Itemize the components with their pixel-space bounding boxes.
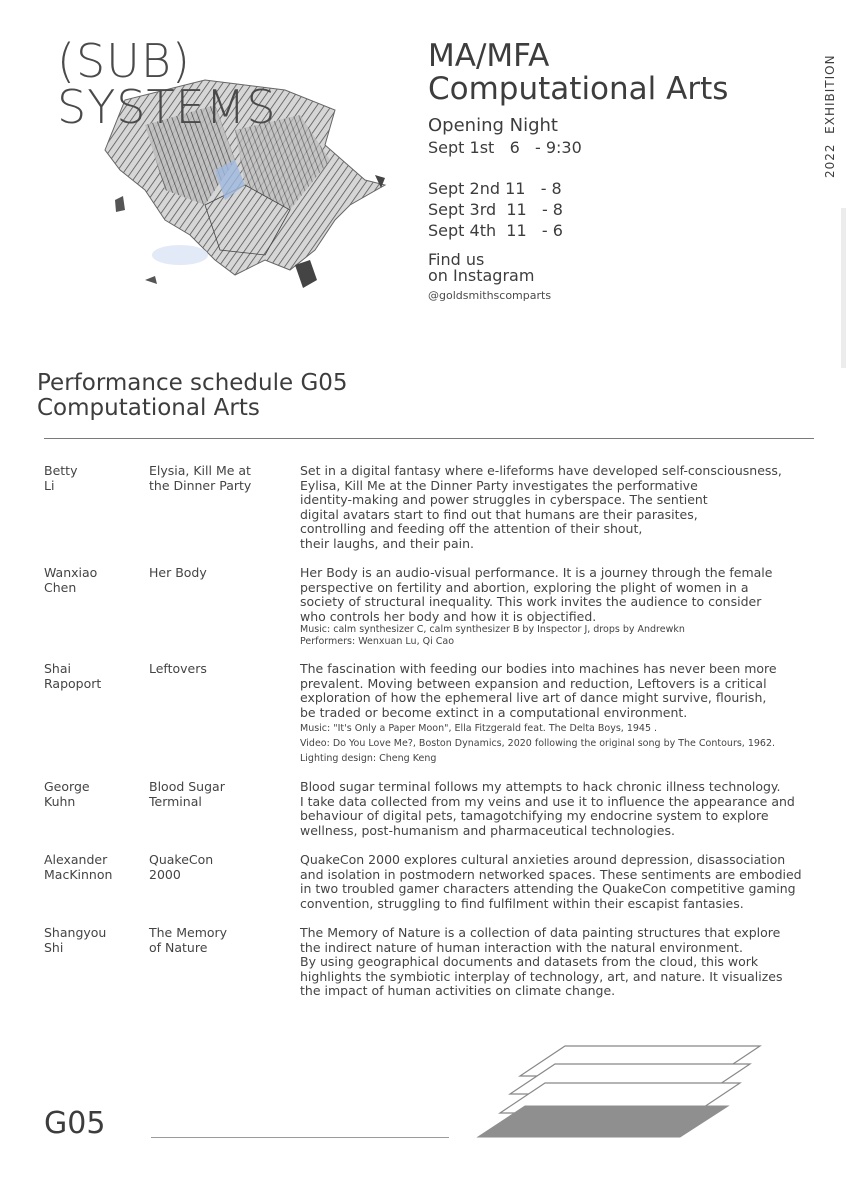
opening-night xyxy=(428,115,582,159)
description-line: The fascination with feeding our bodies into machines has never been more xyxy=(300,661,777,676)
description-line: Blood sugar terminal follows my attempts to hack chronic illness technology. xyxy=(300,779,781,794)
artist-first-name: George xyxy=(44,779,90,794)
work-title xyxy=(149,464,299,493)
artist-name xyxy=(44,926,144,955)
description-line: digital avatars start to find out that humans are their parasites, xyxy=(300,506,698,522)
work-title xyxy=(149,780,299,809)
instagram-callout xyxy=(428,252,534,284)
schedule-title-line1: Performance schedule G05 xyxy=(37,370,348,396)
program-title-line1: MA/MFA xyxy=(428,38,550,74)
description-line: in two troubled gamer characters attending the QuakeCon competitive gaming xyxy=(300,881,796,896)
work-title-line2: Terminal xyxy=(149,793,202,809)
date-line: Sept 4th 11 - 6 xyxy=(428,221,563,240)
work-description xyxy=(300,566,830,648)
description-line: Set in a digital fantasy where e-lifeforms have developed self-consciousness, xyxy=(300,463,782,478)
work-title-line2: of Nature xyxy=(149,939,208,955)
work-description xyxy=(300,464,830,551)
work-title-line1: Elysia, Kill Me at xyxy=(149,463,251,478)
credits-line: Performers: Wenxuan Lu, Qi Cao xyxy=(300,636,455,647)
find-us-line2: on Instagram xyxy=(428,266,535,285)
work-description xyxy=(300,662,830,765)
description-line: who controls her body and how it is objectified. xyxy=(300,608,597,624)
description-line: Eylisa, Kill Me at the Dinner Party investigates the performative xyxy=(300,477,698,493)
opening-date: Sept 1st 6 - 9:30 xyxy=(428,138,582,157)
description-line: I take data collected from my veins and use it to influence the appearance and xyxy=(300,793,795,809)
description-line: their laughs, and their pain. xyxy=(300,535,475,551)
description-line: behaviour of digital pets, tamagotchifying my endocrine system to explore xyxy=(300,808,769,823)
work-title-line2: 2000 xyxy=(149,866,181,882)
work-title xyxy=(149,566,299,581)
work-description xyxy=(300,780,830,838)
description-line: highlights the symbiotic interplay of technology, art, and nature. It visualizes xyxy=(300,968,783,984)
description-line: society of structural inequality. This work invites the audience to consider xyxy=(300,594,762,609)
artist-name xyxy=(44,662,144,691)
work-title-line1: Her Body xyxy=(149,565,207,580)
credits-line: Video: Do You Love Me?, Boston Dynamics, 2020 following the original song by The Contours, 1962. xyxy=(300,738,776,749)
program-title xyxy=(428,40,728,106)
description-line: prevalent. Moving between expansion and reduction, Leftovers is a critical xyxy=(300,675,767,691)
artist-first-name: Shangyou xyxy=(44,925,107,940)
description-line: the impact of human activities on climate change. xyxy=(300,983,616,998)
description-line: be traded or become extinct in a computational environment. xyxy=(300,704,688,720)
artist-name xyxy=(44,853,144,882)
artist-first-name: Alexander xyxy=(44,852,108,867)
work-title xyxy=(149,662,299,677)
description-line: wellness, post-humanism and pharmaceutical technologies. xyxy=(300,822,675,838)
description-line: identity-making and power struggles in cyberspace. The sentient xyxy=(300,492,708,507)
description-line: QuakeCon 2000 explores cultural anxieties around depression, disassociation xyxy=(300,852,786,867)
exhibition-title-line1: (SUB) xyxy=(57,34,191,88)
find-us-line1: Find us xyxy=(428,250,485,269)
exhibition-title xyxy=(57,34,277,134)
artist-last-name: Chen xyxy=(44,579,77,595)
exhibition-dates xyxy=(428,178,563,241)
schedule-title-line2: Computational Arts xyxy=(37,395,260,421)
artist-last-name: Kuhn xyxy=(44,793,76,809)
artist-name xyxy=(44,566,144,595)
artist-last-name: Shi xyxy=(44,939,64,955)
credits-line: Music: calm synthesizer C, calm synthesizer B by Inspector J, drops by Andrewkn xyxy=(300,624,685,635)
description-line: controlling and feeding off the attention of their shout, xyxy=(300,521,643,536)
footer-divider xyxy=(151,1137,449,1138)
credits-line: Lighting design: Cheng Keng xyxy=(300,753,437,764)
description-line: By using geographical documents and datasets from the cloud, this work xyxy=(300,954,759,969)
description-line: and isolation in postmodern networked spaces. These sentiments are embodied xyxy=(300,866,802,882)
work-description xyxy=(300,926,830,999)
artist-name xyxy=(44,780,144,809)
work-title-line2: the Dinner Party xyxy=(149,477,252,493)
opening-label: Opening Night xyxy=(428,115,558,136)
schedule-title xyxy=(37,371,348,421)
date-line: Sept 2nd 11 - 8 xyxy=(428,179,562,198)
work-title-line1: The Memory xyxy=(149,925,228,940)
description-line: the indirect nature of human interaction with the natural environment. xyxy=(300,939,743,955)
date-line: Sept 3rd 11 - 8 xyxy=(428,200,563,219)
artist-first-name: Shai xyxy=(44,661,71,676)
year-exhibition-label: 2022 EXHIBITION xyxy=(823,54,837,178)
description-line: perspective on fertility and abortion, exploring the plight of women in a xyxy=(300,579,749,595)
instagram-handle[interactable]: @goldsmithscomparts xyxy=(428,289,552,302)
divider xyxy=(44,438,814,439)
work-title xyxy=(149,853,299,882)
description-line: The Memory of Nature is a collection of data painting structures that explore xyxy=(300,925,781,940)
artist-first-name: Betty xyxy=(44,463,78,478)
work-description xyxy=(300,853,830,911)
program-title-line2: Computational Arts xyxy=(428,71,729,107)
work-title-line1: QuakeCon xyxy=(149,852,214,867)
description-line: convention, struggling to find fulfilment within their escapist fantasies. xyxy=(300,895,744,911)
work-title xyxy=(149,926,299,955)
artist-first-name: Wanxiao xyxy=(44,565,98,580)
artist-last-name: MacKinnon xyxy=(44,866,113,882)
scroll-bar[interactable] xyxy=(841,208,846,368)
artist-last-name: Li xyxy=(44,477,55,493)
artist-name xyxy=(44,464,144,493)
work-title-line1: Leftovers xyxy=(149,661,207,676)
description-line: exploration of how the ephemeral live art of dance might survive, flourish, xyxy=(300,690,767,705)
credits-line: Music: "It's Only a Paper Moon", Ella Fitzgerald feat. The Delta Boys, 1945 . xyxy=(300,723,658,734)
stacked-layers-graphic xyxy=(470,1040,770,1140)
work-title-line1: Blood Sugar xyxy=(149,779,225,794)
description-line: Her Body is an audio-visual performance. It is a journey through the female xyxy=(300,565,773,580)
exhibition-title-line2: SYSTEMS xyxy=(57,80,277,134)
room-label: G05 xyxy=(44,1106,106,1141)
artist-last-name: Rapoport xyxy=(44,675,102,691)
